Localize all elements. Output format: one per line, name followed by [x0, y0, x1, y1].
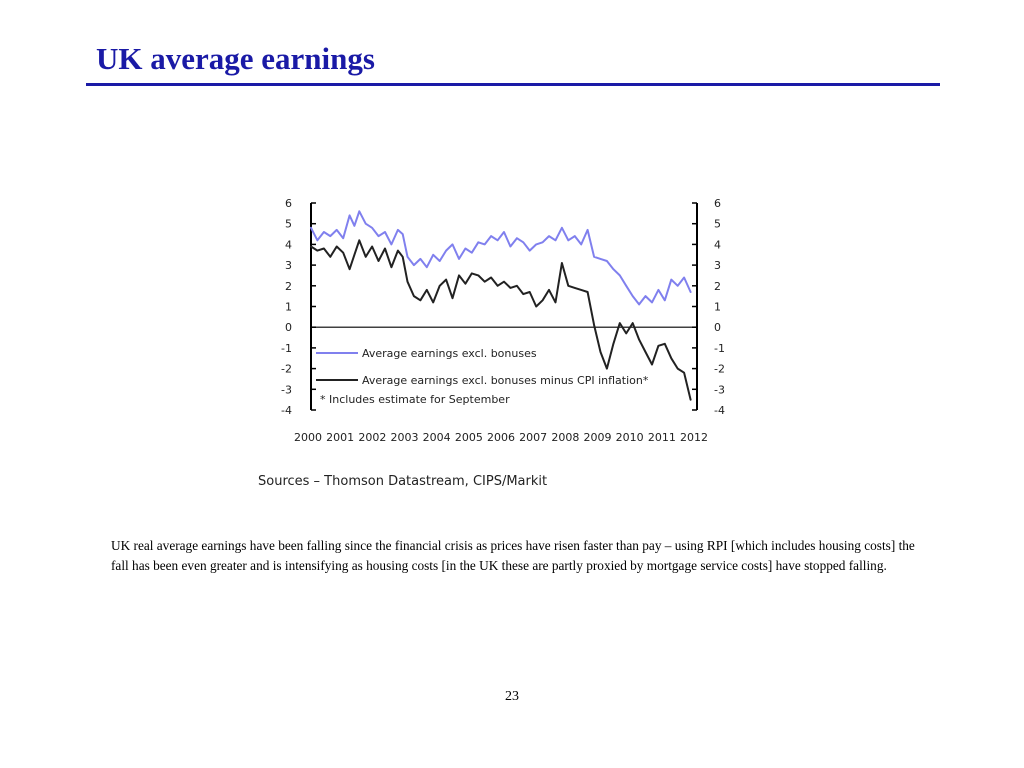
y-tick-label-left: 0: [285, 321, 292, 335]
y-tick-label-left: 3: [285, 259, 292, 273]
y-tick-label-left: 5: [285, 217, 292, 231]
y-tick-label-right: 1: [714, 300, 721, 314]
y-tick-label-right: -1: [714, 341, 725, 355]
y-tick-label-left: -3: [281, 383, 292, 397]
earnings-line-chart: [250, 190, 730, 490]
x-tick-label: 2004: [422, 431, 451, 444]
y-tick-label-right: 5: [714, 217, 721, 231]
x-tick-label: 2002: [358, 431, 387, 444]
y-tick-label-right: 0: [714, 321, 721, 335]
x-tick-label: 2011: [647, 431, 676, 444]
y-tick-label-right: 3: [714, 259, 721, 273]
page-number: 23: [505, 689, 519, 704]
y-tick-label-right: -4: [714, 404, 725, 417]
y-tick-label-left: 1: [285, 300, 292, 314]
x-tick-label: 2001: [326, 431, 355, 444]
y-tick-label-left: -4: [281, 404, 292, 417]
y-tick-label-right: 6: [714, 197, 721, 210]
y-tick-label-right: 4: [714, 238, 721, 252]
x-tick-label: 2010: [615, 431, 644, 444]
legend-label-real: Average earnings excl. bonuses minus CPI inflation*: [362, 374, 649, 387]
y-tick-label-right: -2: [714, 362, 725, 376]
y-tick-label-left: -1: [281, 341, 292, 355]
legend-label-nominal: Average earnings excl. bonuses: [362, 347, 537, 360]
x-tick-label: 2012: [680, 431, 708, 444]
y-tick-label-right: 2: [714, 279, 721, 293]
x-tick-label: 2007: [519, 431, 548, 444]
x-tick-label: 2008: [551, 431, 580, 444]
y-tick-label-left: -2: [281, 362, 292, 376]
chart-footnote: * Includes estimate for September: [320, 393, 510, 406]
slide-body-text: UK real average earnings have been falling since the financial crisis as prices have risen faster than pay – using RPI [which includes housing costs] the fall has been even greater and is intensifying as housing costs [in the UK these are partly proxied by mortgage service costs] have stopped falling.: [111, 538, 915, 573]
x-tick-label: 2005: [454, 431, 483, 444]
y-tick-label-left: 4: [285, 238, 292, 252]
series-line-nominal-earnings: [311, 211, 691, 304]
x-tick-label: 2000: [294, 431, 322, 444]
title-underline: [86, 83, 940, 86]
y-tick-label-left: 2: [285, 279, 292, 293]
y-tick-label-left: 6: [285, 197, 292, 210]
x-tick-label: 2009: [583, 431, 612, 444]
y-tick-label-right: -3: [714, 383, 725, 397]
x-tick-label: 2003: [390, 431, 419, 444]
x-tick-label: 2006: [487, 431, 515, 444]
slide-title: UK average earnings: [96, 41, 375, 76]
chart-source: Sources – Thomson Datastream, CIPS/Markit: [258, 474, 548, 489]
